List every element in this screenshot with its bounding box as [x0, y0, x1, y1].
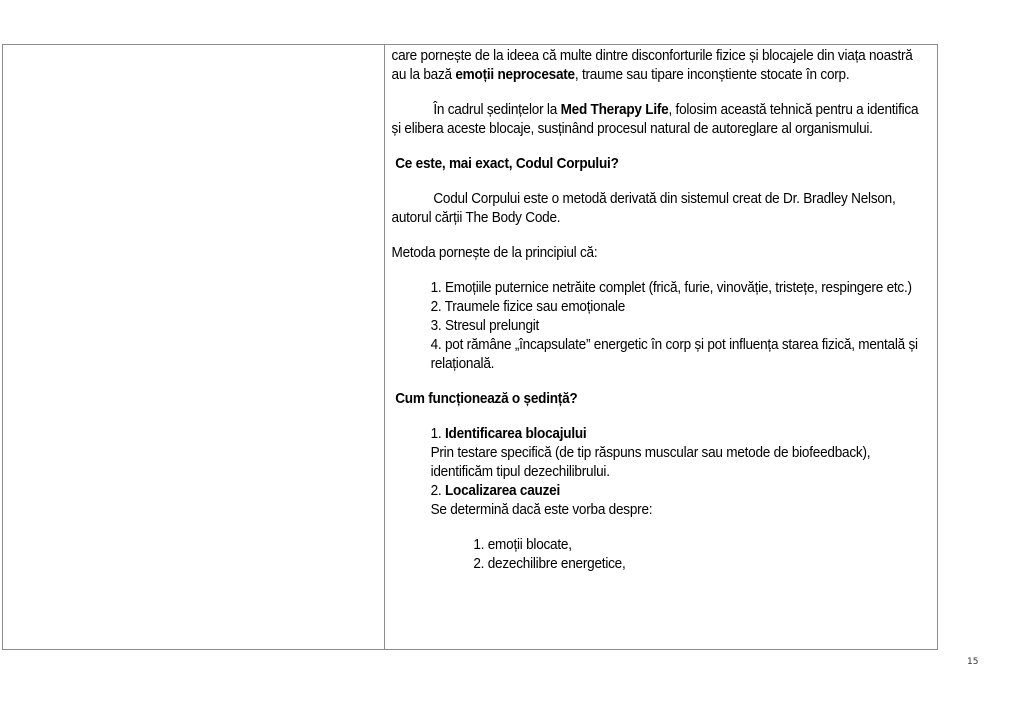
- step-number: 2.: [430, 483, 445, 499]
- list-item: 2. dezechilibre energetice,: [473, 556, 626, 572]
- definition-paragraph: Codul Corpului este o metodă derivată din sistemul creat de Dr. Bradley Nelson, autorul cărții The Body Code.: [391, 191, 896, 226]
- principle-intro: Metoda pornește de la principiul că:: [391, 245, 598, 261]
- content-table: [2, 44, 938, 650]
- step-text: Se determină dacă este vorba despre:: [430, 502, 653, 518]
- causes-list: [392, 536, 930, 574]
- therapy-paragraph: [392, 101, 930, 139]
- list-item: 4. pot rămâne „încapsulate” energetic în corp și pot influența starea fizică, mentală și relațională.: [430, 337, 918, 372]
- intro-paragraph: [392, 47, 930, 85]
- section-heading-what-is: Ce este, mai exact, Codul Corpului?: [395, 156, 619, 172]
- table-right-cell: [385, 45, 936, 649]
- table-left-cell: [3, 45, 385, 649]
- text-run: , traume sau tipare inconștiente stocate în corp.: [574, 67, 850, 83]
- section-heading-how-it-works: Cum funcționează o ședință?: [395, 391, 578, 407]
- list-item: 3. Stresul prelungit: [430, 318, 540, 334]
- list-item: 1. Emoțiile puternice netrăite complet (frică, furie, vinovăție, tristețe, respingere etc.): [430, 280, 912, 296]
- step-text: Prin testare specifică (de tip răspuns muscular sau metode de biofeedback), identificăm tipul dezechilibrului.: [430, 445, 871, 480]
- step-title: [431, 482, 930, 501]
- bold-emphasis: emoții neprocesate: [455, 67, 575, 83]
- step-title-text: Localizarea cauzei: [444, 483, 560, 499]
- page-number: 15: [967, 657, 979, 667]
- step-title-text: Identificarea blocajului: [444, 426, 587, 442]
- step-number: 1.: [430, 426, 445, 442]
- list-item: 1. emoții blocate,: [473, 537, 572, 553]
- steps-list: [392, 425, 930, 520]
- principles-list: [392, 279, 930, 374]
- step-title: [431, 425, 930, 444]
- brand-name: Med Therapy Life: [560, 102, 669, 118]
- text-run: În cadrul ședințelor la: [433, 102, 561, 118]
- text-run: care pornește de la ideea că multe dintre disconforturile fizice și blocajele din viața noastră au la bază: [391, 48, 913, 83]
- list-item: 2. Traumele fizice sau emoționale: [430, 299, 626, 315]
- text-run: , folosim această tehnică pentru a identifica și elibera aceste blocaje, susținând procesul natural de autoreglare al organismului.: [391, 102, 919, 137]
